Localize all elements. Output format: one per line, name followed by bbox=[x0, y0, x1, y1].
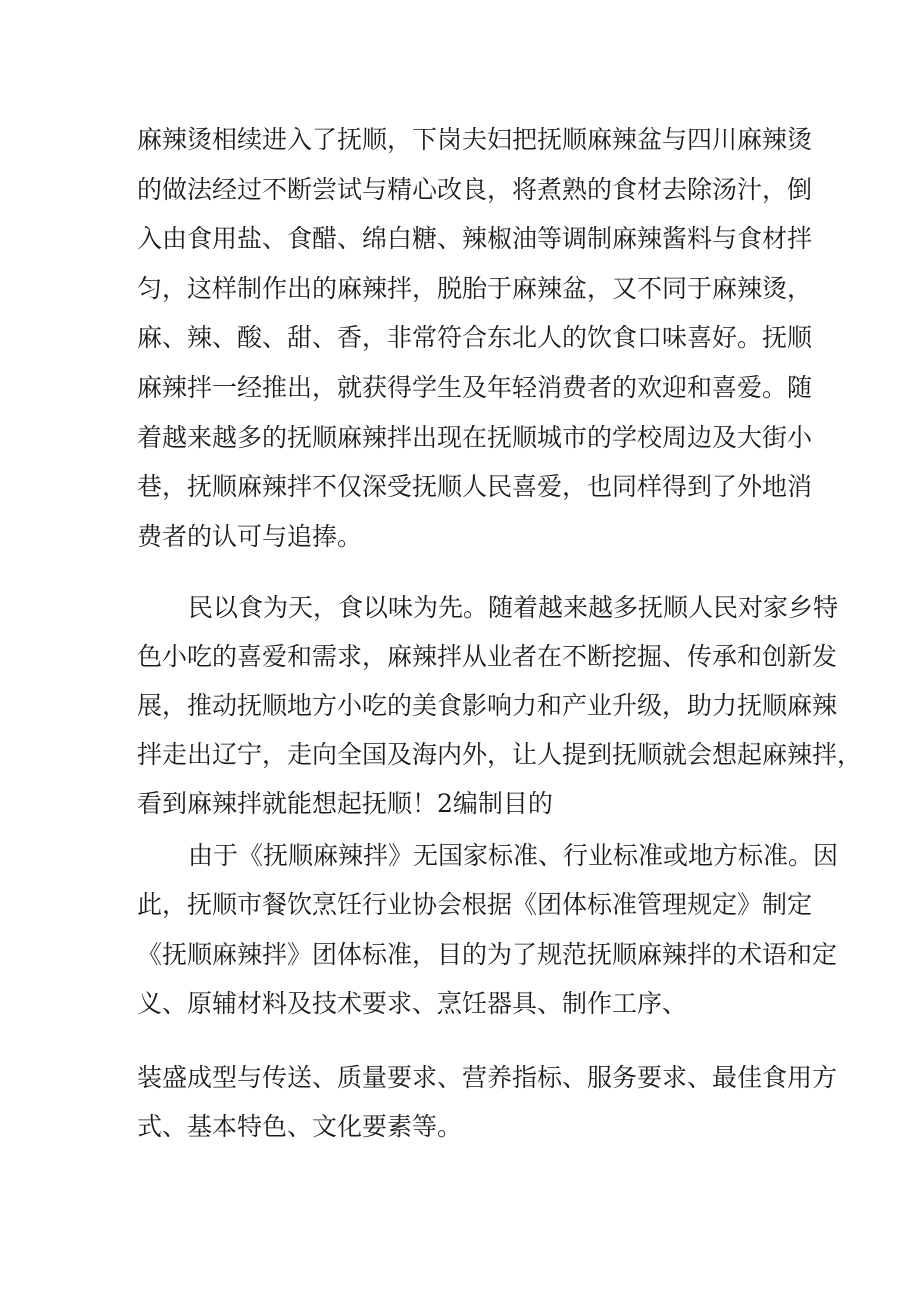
paragraph-1-line-9: 费者的认可与追捧。 bbox=[137, 522, 363, 551]
paragraph-2-line-4: 拌走出辽宁，走向全国及海内外，让人提到抚顺就会想起麻辣拌， bbox=[137, 740, 863, 769]
paragraph-1-line-3: 入由食用盐、食醋、绵白糖、辣椒油等调制麻辣酱料与食材拌 bbox=[137, 224, 813, 253]
paragraph-4-line-2: 式、基本特色、文化要素等。 bbox=[137, 1112, 463, 1141]
paragraph-3-line-1: 由于《抚顺麻辣拌》无国家标准、行业标准或地方标准。因 bbox=[188, 841, 839, 870]
paragraph-1-line-1: 麻辣烫相续进入了抚顺，下岗夫妇把抚顺麻辣盆与四川麻辣烫 bbox=[137, 125, 813, 154]
paragraph-1-line-8: 巷，抚顺麻辣拌不仅深受抚顺人民喜爱，也同样得到了外地消 bbox=[137, 472, 813, 501]
paragraph-2-line-2: 色小吃的喜爱和需求，麻辣拌从业者在不断挖掘、传承和创新发 bbox=[137, 642, 838, 671]
paragraph-1-line-5: 麻、辣、酸、甜、香，非常符合东北人的饮食口味喜好。抚顺 bbox=[137, 323, 813, 352]
paragraph-1-line-6: 麻辣拌一经推出，就获得学生及年轻消费者的欢迎和喜爱。随 bbox=[137, 373, 813, 402]
paragraph-2-line-1: 民以食为天，食以味为先。随着越来越多抚顺人民对家乡特 bbox=[188, 593, 839, 622]
paragraph-3-line-2: 此，抚顺市餐饮烹饪行业协会根据《团体标准管理规定》制定 bbox=[137, 890, 813, 919]
paragraph-3-line-3: 《抚顺麻辣拌》团体标准，目的为了规范抚顺麻辣拌的术语和定 bbox=[137, 940, 838, 969]
paragraph-2-line-5: 看到麻辣拌就能想起抚顺！2编制目的 bbox=[137, 789, 553, 818]
paragraph-1-line-4: 匀，这样制作出的麻辣拌，脱胎于麻辣盆，又不同于麻辣烫， bbox=[137, 274, 813, 303]
paragraph-2-line-3: 展，推动抚顺地方小吃的美食影响力和产业升级，助力抚顺麻辣 bbox=[137, 691, 838, 720]
paragraph-1-line-7: 着越来越多的抚顺麻辣拌出现在抚顺城市的学校周边及大街小 bbox=[137, 423, 813, 452]
paragraph-4-line-1: 装盛成型与传送、质量要求、营养指标、服务要求、最佳食用方 bbox=[137, 1063, 838, 1092]
paragraph-3-line-4: 义、原辅材料及技术要求、烹饪器具、制作工序、 bbox=[137, 989, 688, 1018]
paragraph-1-line-2: 的做法经过不断尝试与精心改良，将煮熟的食材去除汤汁，倒 bbox=[137, 175, 813, 204]
